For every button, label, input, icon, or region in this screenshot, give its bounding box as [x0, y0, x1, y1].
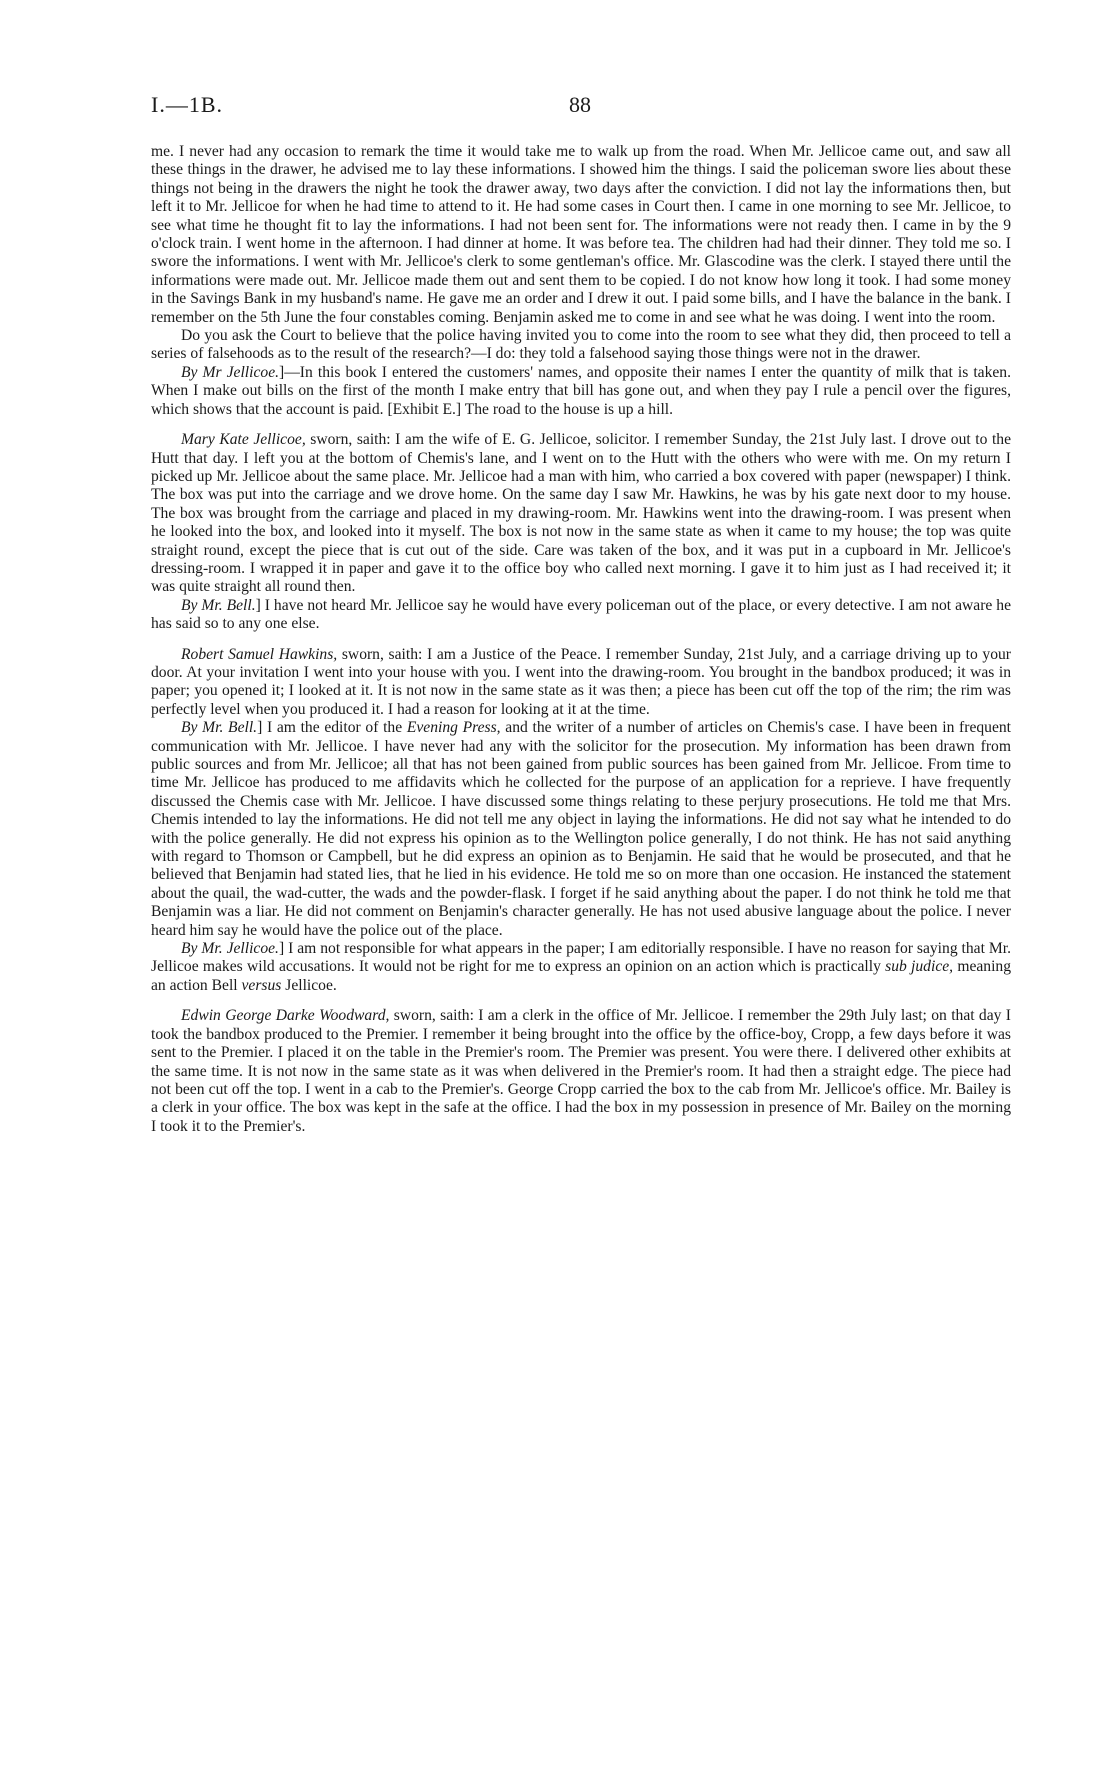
paragraph-examination: By Mr. Jellicoe.] I am not responsible for what appears in the paper; I am editorially responsible. I have no reason for saying that Mr. Jellicoe makes wild accusations. It would not be right for me to express an opinion on an action which is practically sub judice, meaning an action Bell versus Jellicoe. — [151, 940, 1012, 994]
examiner-name: By Mr. Bell. — [181, 596, 256, 614]
examiner-name: By Mr Jellicoe. — [181, 363, 280, 381]
paragraph-witness: Robert Samuel Hawkins, sworn, saith: I am a Justice of the Peace. I remember Sunday, 21st July, and a carriage driving up to your door. At your invitation I went into your house with you. I went into the drawing-room. You brought in the bandbox produced; it was in paper; you opened it; I looked at it. It is not now in the same state as it was then; a piece has been cut off the top of the rim; the rim was perfectly level when you produced it. I had a reason for looking at it at the time. — [151, 645, 1012, 718]
latin-term: sub judice, — [885, 958, 954, 976]
paragraph-continued: me. I never had any occasion to remark the time it would take me to walk up from the road. When Mr. Jellicoe came out, and saw all these things in the drawer, he advised me to lay these informations. I showed him the things. I said the policeman swore lies about these things not being in the drawers the night he took the drawer away, two days after the conviction. I did not lay the informations then, but left it to Mr. Jellicoe for when he had time to attend to it. He had some cases in Court then. I came in one morning to see Mr. Jellicoe, to see what time he thought fit to lay the informations. I had not been sent for. The informations were not ready then. I came in by the 9 o'clock train. I went home in the afternoon. I had dinner at home. It was before tea. The children had had their dinner. They told me so. I swore the informations. I went with Mr. Jellicoe's clerk to some gentleman's office. Mr. Glascodine was the clerk. I stayed there until the informations were made out. Mr. Jellicoe made them out and sent them to be copied. I do not know how long it took. I had some money in the Savings Bank in my husband's name. He gave me an order and I drew it out. I paid some bills, and I have the balance in the bank. I remember on the 5th June the four constables coming. Benjamin asked me to come in and see what he was doing. I went into the room. — [151, 143, 1011, 326]
witness-name: Mary Kate Jellicoe, — [181, 431, 306, 449]
witness-name: Edwin George Darke Woodward, — [181, 1007, 390, 1025]
document-body — [151, 143, 1011, 1136]
paragraph-examination: By Mr Jellicoe.]—In this book I entered the customers' names, and opposite their names I enter the quantity of milk that is taken. When I make out bills on the first of the month I make entry that bill has gone out, and when they pay I rule a pencil over the figures, which shows that the account is paid. [Exhibit E.] The road to the house is up a hill. — [151, 363, 1011, 418]
latin-term: versus — [241, 976, 282, 994]
examiner-name: By Mr. Bell. — [181, 719, 258, 737]
page-header — [151, 92, 1011, 120]
examiner-name: By Mr. Jellicoe. — [181, 940, 279, 958]
paragraph-witness: Edwin George Darke Woodward, sworn, saith: I am a clerk in the office of Mr. Jellicoe. I remember the 29th July last; on that day I took the bandbox produced to the Premier. I remember it being brought into the office by the office-boy, Cropp, a few days before it was sent to the Premier. I placed it on the table in the Premier's room. The Premier was present. You were there. I delivered other exhibits at the same time. It is not now in the same state as it was when delivered in the Premier's room. It had then a straight edge. The piece had not been cut off the top. I went in a cab to the Premier's. George Cropp carried the box to the cab from Mr. Jellicoe's office. Mr. Bailey is a clerk in your office. The box was kept in the safe at the office. I had the box in my possession in presence of Mr. Bailey on the morning I took it to the Premier's. — [151, 1007, 1011, 1135]
paragraph-examination: By Mr. Bell.] I have not heard Mr. Jellicoe say he would have every policeman out of the place, or every detective. I am not aware he has said so to any one else. — [151, 596, 1012, 633]
document-reference: I.—1B. — [151, 92, 223, 117]
paragraph-question: Do you ask the Court to believe that the police having invited you to come into the room to see what they did, then proceed to tell a series of falsehoods as to the result of the research?—I do: they told a falsehood saying those things were not in the drawer. — [151, 327, 1011, 363]
witness-name: Robert Samuel Hawkins, — [181, 645, 338, 663]
paragraph-witness: Mary Kate Jellicoe, sworn, saith: I am the wife of E. G. Jellicoe, solicitor. I remember Sunday, the 21st July last. I drove out to the Hutt that day. I left you at the bottom of Chemis's lane, and I went on to the Hutt with the others who were with me. On my return I picked up Mr. Jellicoe about the same place. Mr. Jellicoe had a man with him, who carried a box covered with paper (newspaper) I think. The box was put into the carriage and we drove home. On the same day I saw Mr. Hawkins, he was by his gate next door to my house. The box was brought from the carriage and placed in my drawing-room. Mr. Hawkins went into the drawing-room. I was present when he looked into the box, and looked into it myself. The box is not now in the same state as when it came to my house; the top was quite straight round, except the piece that is cut out of the side. Care was taken of the box, and it was put in a cupboard in Mr. Jellicoe's dressing-room. I wrapped it in paper and gave it to the office boy who called next morning. I gave it to him just as I had received it; it was quite straight all round then. — [151, 431, 1011, 596]
page-number: 88 — [569, 92, 591, 117]
paragraph-examination: By Mr. Bell.] I am the editor of the Evening Press, and the writer of a number of articles on Chemis's case. I have been in frequent communication with Mr. Jellicoe. I have never had any with the solicitor for the prosecution. My information has been drawn from public sources and from Mr. Jellicoe; all that has not been gained from public sources has been gained from Mr. Jellicoe. From time to time Mr. Jellicoe has produced to me affidavits which he collected for the purpose of an application for a reprieve. I have frequently discussed the Chemis case with Mr. Jellicoe. I have discussed some things relating to these perjury prosecutions. He told me that Mrs. Chemis intended to lay the informations. He did not tell me any object in laying the informations. He did not say what he intended to do with the police generally. He did not express his opinion as to the Wellington police generally, I do not think. He has not said anything with regard to Thomson or Campbell, but he did express an opinion as to Benjamin. He said that he would be prosecuted, and that he believed that Benjamin had stated lies, that he lied in his evidence. He told me so on more than one occasion. He instanced the statement about the quail, the wad-cutter, the wads and the powder-flask. I forget if he said anything about the paper. I do not think he told me that Benjamin was a liar. He did not comment on Benjamin's character generally. He has not used abusive language about the police. I never heard him say he would have the police out of the place. — [151, 719, 1012, 939]
publication-name: Evening Press, — [406, 719, 501, 737]
